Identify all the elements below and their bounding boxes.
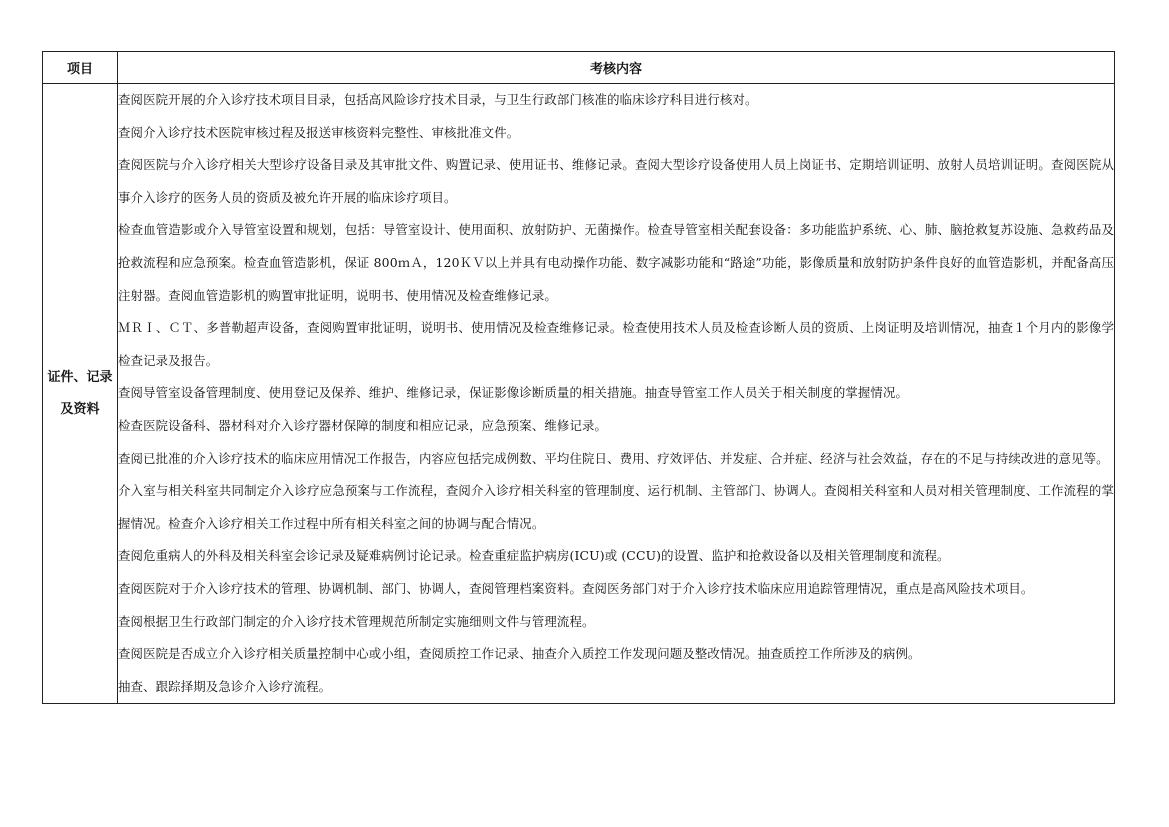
assessment-item: 查阅导管室设备管理制度、使用登记及保养、维护、维修记录，保证影像诊断质量的相关措施。抽查导管室工作人员关于相关制度的掌握情况。 [118,385,909,401]
assessment-item: 抽查、跟踪择期及急诊介入诊疗流程。 [118,678,332,694]
table-row [43,84,1115,704]
assessment-item: 查阅介入诊疗技术医院审核过程及报送审核资料完整性、审核批准文件。 [118,124,520,140]
table-header-row [43,52,1115,84]
content-cell [118,84,1115,704]
header-content: 考核内容 [118,52,1115,84]
assessment-table [42,51,1115,704]
header-item: 项目 [43,52,118,84]
assessment-item: 查阅医院开展的介入诊疗技术项目目录，包括高风险诊疗技术目录，与卫生行政部门核准的临床诊疗科目进行核对。 [118,92,758,107]
assessment-item: 查阅危重病人的外科及相关科室会诊记录及疑难病例讨论记录。检查重症监护病房(ICU)或 (CCU)的设置、监护和抢救设备以及相关管理制度和流程。 [118,548,950,564]
assessment-item: 检查医院设备科、器材科对介入诊疗器材保障的制度和相应记录，应急预案、维修记录。 [118,417,608,433]
assessment-item: ＭＲＩ、ＣＴ、多普勒超声设备，查阅购置审批证明，说明书、使用情况及检查维修记录。检查使用技术人员及检查诊断人员的资质、上岗证明及培训情况，抽查１个月内的影像学检查记录及报告。 [118,320,1114,368]
assessment-item: 介入室与相关科室共同制定介入诊疗应急预案与工作流程，查阅介入诊疗相关科室的管理制度、运行机制、主管部门、协调人。查阅相关科室和人员对相关管理制度、工作流程的掌握情况。检查介入诊疗相关工作过程中所有相关科室之间的协调与配合情况。 [118,483,1114,531]
assessment-item: 查阅已批准的介入诊疗技术的临床应用情况工作报告，内容应包括完成例数、平均住院日、费用、疗效评估、并发症、合并症、经济与社会效益，存在的不足与持续改进的意见等。 [118,450,1109,466]
assessment-item: 查阅根据卫生行政部门制定的介入诊疗技术管理规范所制定实施细则文件与管理流程。 [118,613,595,629]
category-cell: 证件、记录及资料 [43,84,118,704]
assessment-item: 查阅医院是否成立介入诊疗相关质量控制中心或小组，查阅质控工作记录、抽查介入质控工作发现问题及整改情况。抽查质控工作所涉及的病例。 [118,646,921,662]
assessment-item: 检查血管造影或介入导管室设置和规划，包括：导管室设计、使用面积、放射防护、无菌操作。检查导管室相关配套设备：多功能监护系统、心、肺、脑抢救复苏设施、急救药品及抢救流程和应急预案。检查血管造影机，保证 800ｍＡ，120ＫＶ以上并具有电动操作功能、数字减影功能和“路途”功能，影像质量和放射防护条件良好的血管造影机，并配备高压注射器。查阅血管造影机的购置审批证明，说明书、使用情况及检查维修记录。 [118,222,1114,303]
assessment-item: 查阅医院对于介入诊疗技术的管理、协调机制、部门、协调人，查阅管理档案资料。查阅医务部门对于介入诊疗技术临床应用追踪管理情况，重点是高风险技术项目。 [118,580,1034,596]
assessment-item: 查阅医院与介入诊疗相关大型诊疗设备目录及其审批文件、购置记录、使用证书、维修记录。查阅大型诊疗设备使用人员上岗证书、定期培训证明、放射人员培训证明。查阅医院从事介入诊疗的医务人员的资质及被允许开展的临床诊疗项目。 [118,157,1114,205]
